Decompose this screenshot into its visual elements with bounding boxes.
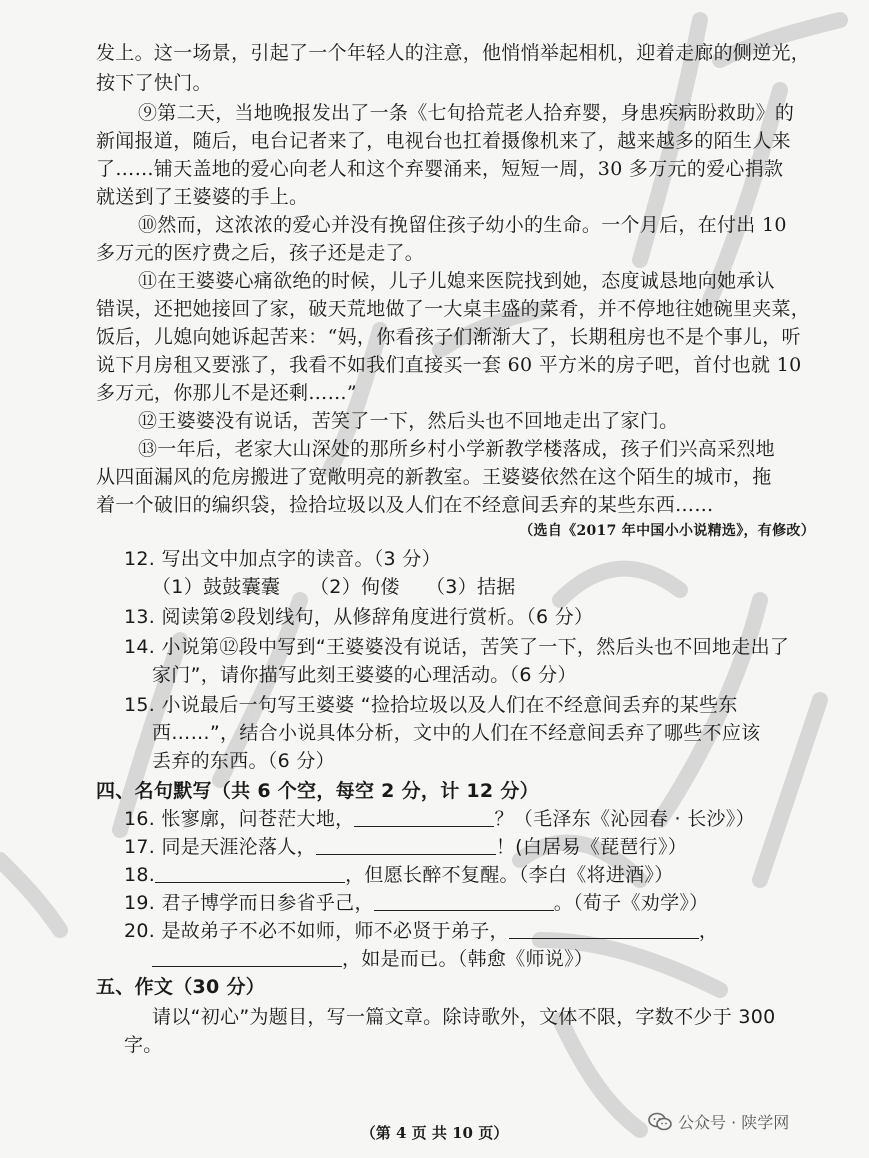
essay-prompt: 请以“初心”为题目，写一篇文章。除诗歌外，文体不限，字数不少于 300 <box>152 1006 776 1028</box>
question-20-cont <box>152 946 593 972</box>
question-16-prompt: 16. 怅寥廓，问苍茫大地， <box>124 808 355 830</box>
question-12-option-2: （2）佝偻 <box>310 576 400 598</box>
paragraph-9: ⑨第二天，当地晚报发出了一条《七旬拾荒老人拾弃婴，身患疾病盼救助》的 <box>138 102 795 124</box>
question-14-cont: 家门”，请你描写此刻王婆婆的心理活动。（6 分） <box>152 664 577 686</box>
question-18-source: ，但愿长醉不复醒。（李白《将进酒》） <box>345 864 674 886</box>
passage-line: 按下了快门。 <box>96 72 212 94</box>
question-16-source: ？（毛泽东《沁园春 · 长沙》） <box>494 808 755 830</box>
paragraph-12: ⑫王婆婆没有说话，苦笑了一下，然后头也不回地走出了家门。 <box>138 410 679 432</box>
question-12: 12. 写出文中加点字的读音。（3 分） <box>124 548 441 570</box>
paragraph-10: ⑩然而，这浓浓的爱心并没有挽留住孩子幼小的生命。一个月后，在付出 10 <box>138 214 787 236</box>
section-4-heading: 四、名句默写（共 6 个空，每空 2 分，计 12 分） <box>96 780 539 802</box>
passage-source: （选自《2017 年中国小小说精选》，有修改） <box>519 523 815 539</box>
passage-line: 从四面漏风的危房搬进了宽敞明亮的新教室。王婆婆依然在这个陌生的城市，拖 <box>96 466 772 488</box>
passage-line: 错误，还把她接回了家，破天荒地做了一大桌丰盛的菜肴，并不停地往她碗里夹菜， <box>96 298 811 320</box>
passage-line: 了……铺天盖地的爱心向老人和这个弃婴涌来，短短一周，30 多万元的爱心捐款 <box>96 158 784 180</box>
question-16 <box>124 806 755 832</box>
passage-line: 多万元的医疗费之后，孩子还是走了。 <box>96 242 425 264</box>
question-15-cont: 丢弃的东西。（6 分） <box>152 750 335 772</box>
question-17 <box>124 834 687 860</box>
question-20-source: ，如是而已。（韩愈《师说》） <box>342 948 594 970</box>
answer-blank[interactable] <box>155 864 345 883</box>
question-17-prompt: 17. 同是天涯沦落人， <box>124 836 316 858</box>
paragraph-11: ⑪在王婆婆心痛欲绝的时候，儿子儿媳来医院找到她，态度诚恳地向她承认 <box>138 270 775 292</box>
answer-blank[interactable] <box>374 892 554 911</box>
question-12-option-3: （3）拮据 <box>426 576 516 598</box>
question-19 <box>124 890 708 916</box>
question-12-option-1: （1）鼓鼓囊囊 <box>152 576 281 598</box>
question-15-cont: 西……”，结合小说具体分析，文中的人们在不经意间丢弃了哪些不应该 <box>152 722 761 744</box>
question-20-comma: ， <box>698 920 719 942</box>
paragraph-13: ⑬一年后，老家大山深处的那所乡村小学新教学楼落成，孩子们兴高采烈地 <box>138 438 775 460</box>
question-20 <box>124 918 718 944</box>
question-18-number: 18. <box>124 864 156 886</box>
question-18 <box>124 862 674 888</box>
wechat-account-name: 公众号 · 陕学网 <box>678 1113 790 1132</box>
answer-blank[interactable] <box>316 836 496 855</box>
answer-blank[interactable] <box>152 948 342 967</box>
passage-line: 多万元，你那儿不是还剩……” <box>96 382 357 404</box>
question-19-prompt: 19. 君子博学而日参省乎己， <box>124 892 374 914</box>
question-17-source: ！(白居易《琵琶行》） <box>495 836 688 858</box>
question-20-prompt: 20. 是故弟子不必不如师，师不必贤于弟子， <box>124 920 509 942</box>
question-14: 14. 小说第⑫段中写到“王婆婆没有说话，苦笑了一下，然后头也不回地走出了 <box>124 636 790 658</box>
question-15: 15. 小说最后一句写王婆婆 “捡拾垃圾以及人们在不经意间丢弃的某些东 <box>124 694 738 716</box>
passage-line: 新闻报道，随后，电台记者来了，电视台也扛着摄像机来了，越来越多的陌生人来 <box>96 130 791 152</box>
answer-blank[interactable] <box>354 808 494 827</box>
passage-line: 发上。这一场景，引起了一个年轻人的注意，他悄悄举起相机，迎着走廊的侧逆光， <box>96 42 811 64</box>
passage-line: 说下月房租又要涨了，我看不如我们直接买一套 60 平方米的房子吧，首付也就 10 <box>96 354 802 376</box>
page-number: （第 4 页 共 10 页） <box>360 1124 509 1142</box>
question-19-source: 。（荀子《劝学》） <box>553 892 709 914</box>
question-13: 13. 阅读第②段划线句，从修辞角度进行赏析。（6 分） <box>124 606 594 628</box>
essay-prompt-cont: 字。 <box>124 1034 163 1056</box>
answer-blank[interactable] <box>509 920 699 939</box>
passage-line: 就送到了王婆婆的手上。 <box>96 186 309 208</box>
passage-line: 饭后，儿媳向她诉起苦来：“妈，你看孩子们渐渐大了，长期租房也不是个事儿，听 <box>96 326 801 348</box>
section-5-heading: 五、作文（30 分） <box>96 976 266 998</box>
passage-line: 着一个破旧的编织袋，捡拾垃圾以及人们在不经意间丢弃的某些东西…… <box>96 494 714 516</box>
